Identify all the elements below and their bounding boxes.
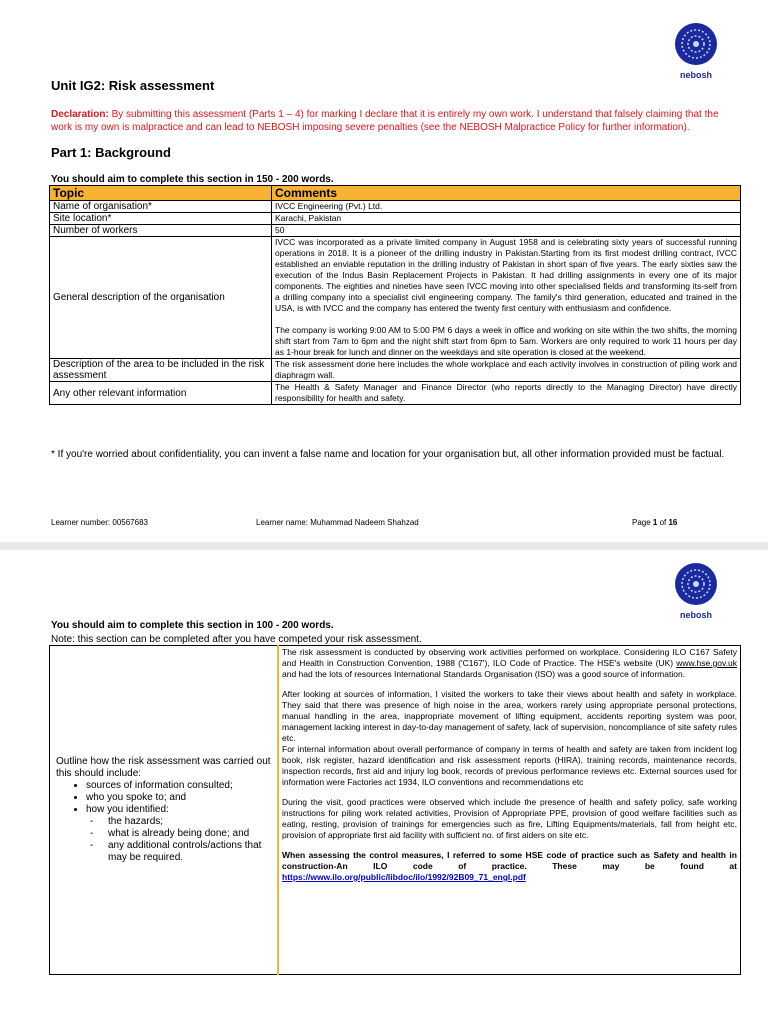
page-current: 1 [652, 518, 658, 527]
answer-paragraph [282, 647, 737, 680]
table-row [50, 225, 741, 237]
part-title: Part 1: Background [51, 145, 171, 160]
row-comment: 50 [272, 225, 741, 237]
page-prefix: Page [632, 518, 653, 527]
row-comment: Karachi, Pakistan [272, 213, 741, 225]
row-comment: IVCC Engineering (Pvt.) Ltd. [272, 201, 741, 213]
methodology-table [49, 645, 741, 975]
list-item: • who you spoke to; and [86, 792, 271, 804]
table-row [50, 359, 741, 382]
row-topic: Site location* [50, 213, 272, 225]
declaration [51, 108, 731, 134]
row-topic: Number of workers [50, 225, 272, 237]
table-row [50, 646, 741, 975]
header-comments: Comments [272, 186, 741, 201]
ilo-link[interactable]: https://www.ilo.org/public/libdoc/ilo/1992/92B09_71_engl.pdf [282, 872, 526, 882]
logo-label: nebosh [679, 610, 712, 620]
prompt-intro: Outline how the risk assessment was carried out this should include: [56, 756, 271, 779]
confidentiality-footnote: * If you're worried about confidentiality, you can invent a false name and location for your organisation but, all other information provided must be factual. [51, 449, 725, 460]
row-topic: Any other relevant information [50, 382, 272, 405]
list-item: - what is already being done; and [108, 828, 271, 840]
answer-paragraph: After looking at sources of information, I visited the workers to take their views about health and safety in workplace. They said that there was presence of high noise in the area, workers rarely using appropriate personal protections, manual handling in the area, inappropriate movement of lifting equipment, accidents reporting system was poor, management lacking interest in day-to-day management of safety, lack of supervision, noncompliance of site safety rules etc. [282, 689, 737, 743]
org-description: IVCC was incorporated as a private limited company in August 1958 and is celebrating sixty years of successful running operations in 2018. It is a pioneer of the drilling industry in Pakistan.Starting from its first modest drilling contract, IVCC established an enviable reputation in the drilling industry of Pakistan in short span of five years. The early sixties saw the execution of the Indus Basin Replacement Projects in Pakistan. It had drilling assignments in every one of its major components. The eighties and nineties have seen IVCC moving into other specialised fields and transforming its-self from a drilling company into a specialist civil engineering company. The family's third generation, educated and trained in the USA, is with IVCC and the company has entered the twenty first century with enthusiasm and confidence. [275, 237, 737, 313]
answer-paragraph [282, 850, 737, 883]
background-table [49, 185, 741, 405]
list-item: • how you identified: [86, 804, 271, 816]
working-hours: The company is working 9:00 AM to 5:00 PM 6 days a week in office and working on site within the two shifts, the morning shift start from 7am to 6pm and the night shift start from 6pm to 5am. Workers are only required to work 11 hours per day as 1-hour break for lunch and dinner on the weekdays and site operation is closed at the weekend. [275, 325, 737, 357]
methodology-answer [278, 646, 741, 975]
row-comment [272, 237, 741, 359]
word-count-guidance-2: You should aim to complete this section in 100 - 200 words. [51, 620, 334, 631]
learner-name: Learner name: Muhammad Nadeem Shahzad [256, 518, 419, 527]
answer-text: The risk assessment is conducted by observing work activities performed on workplace. Considering ILO C167 Safety and Health in Construction Convention, 1988 ('C167'), ILO Code of Practice. The HSE's website (UK) [282, 647, 737, 668]
declaration-text: By submitting this assessment (Parts 1 – 4) for marking I declare that it is entirely my own work. I understand that falsely claiming that the work is my own is malpractice and can lead to NEBOSH imposing severe penalties (see the NEBOSH Malpractice Policy for further information). [51, 109, 719, 133]
prompt-subitems [56, 816, 271, 864]
row-comment: The risk assessment done here includes the whole workplace and each activity involves in construction of piling work and diaphragm wall. [272, 359, 741, 382]
page-number [632, 518, 677, 527]
unit-title: Unit IG2: Risk assessment [51, 78, 215, 93]
list-item: - the hazards; [108, 816, 271, 828]
answer-text: and had the lots of resources International Standards Organisation (ISO) was a good source of information. [282, 669, 686, 679]
word-count-guidance: You should aim to complete this section in 150 - 200 words. [51, 174, 334, 185]
methodology-prompt [50, 646, 279, 975]
table-header-row [50, 186, 741, 201]
row-comment: The Health & Safety Manager and Finance Director (who reports directly to the Managing Director) have directly responsibility for health and safety. [272, 382, 741, 405]
table-row [50, 237, 741, 359]
answer-paragraph: For internal information about overall performance of company in terms of health and safety are taken from incident log book, risk register, hazard identification and risk assessment reports (HIRA), training records, maintenance records, inspection records, first aid and injury log book, records of previous performance reviews etc. External sources used for information were Factories act 1934, ILO conventions and recommendations etc [282, 744, 737, 787]
nebosh-logo [664, 22, 728, 84]
table-row [50, 382, 741, 405]
row-topic: Name of organisation* [50, 201, 272, 213]
answer-paragraph: During the visit, good practices were observed which include the presence of health and safety policy, safe working instructions for piling work related activities, Provision of Appropriate PPE, provision of good welfare facilities such as eating, resting, provision of trainings for emergencies such as fire, Lifting Equipments/materials, fall from height etc, provision of appropriate first aid facility with sufficient no. of first aiders on site etc. [282, 797, 737, 840]
header-topic: Topic [50, 186, 272, 201]
declaration-label: Declaration: [51, 109, 109, 120]
hse-link[interactable]: www.hse.gov.uk [676, 658, 737, 668]
row-topic: Description of the area to be included in the risk assessment [50, 359, 272, 382]
learner-number: Learner number: 00567683 [51, 518, 148, 527]
table-row [50, 213, 741, 225]
row-topic: General description of the organisation [50, 237, 272, 359]
page-of: of [657, 518, 669, 527]
logo-label: nebosh [679, 70, 712, 80]
list-item: • sources of information consulted; [86, 780, 271, 792]
table-row [50, 201, 741, 213]
list-item: - any additional controls/actions that may be required. [108, 840, 271, 864]
nebosh-globe-icon [674, 562, 718, 606]
prompt-bullets [56, 780, 271, 816]
nebosh-globe-icon [674, 22, 718, 66]
nebosh-logo [664, 562, 728, 624]
answer-text: When assessing the control measures, I referred to some HSE code of practice such as Safety and health in construction-An ILO code of practice. These may be found at [282, 850, 737, 871]
page-total: 16 [668, 518, 678, 527]
section-note: Note: this section can be completed after you have competed your risk assessment. [51, 634, 422, 645]
